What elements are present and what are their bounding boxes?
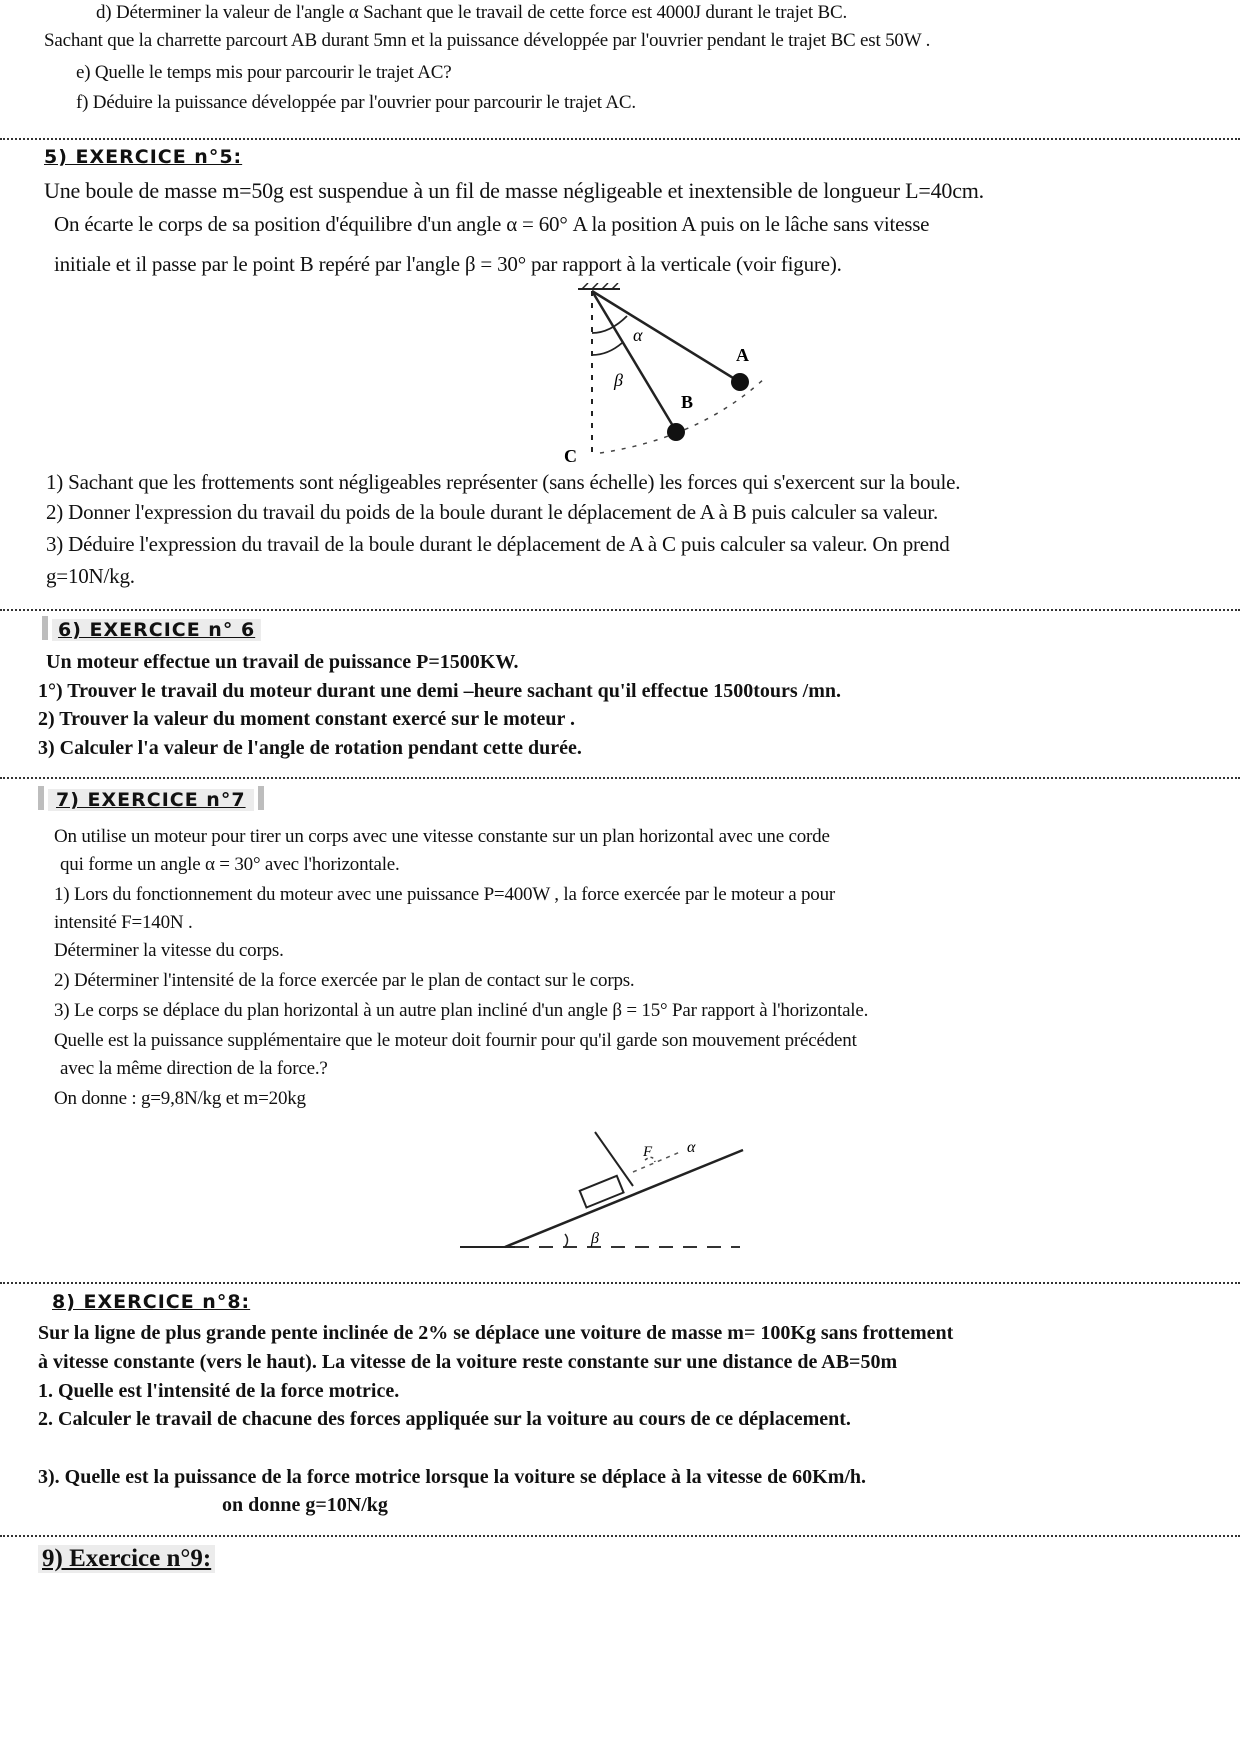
question-f: f) Déduire la puissance développée par l'ouvrier pour parcourir le trajet AC. (76, 92, 636, 113)
exercise-6-heading: 6) EXERCICE n° 6 (52, 619, 261, 641)
heading-marker (38, 786, 44, 810)
exercise-7-line-3: 1) Lors du fonctionnement du moteur avec une puissance P=400W , la force exercée par le moteur a pour (54, 884, 836, 905)
exercise-6-heading-wrap (42, 616, 261, 641)
exercise-7-heading-wrap (38, 786, 264, 811)
point-c-label: C (564, 446, 577, 466)
pendulum-figure (560, 283, 790, 468)
exercise-7-line-8: Quelle est la puissance supplémentaire que le moteur doit fournir pour qu'il garde son mouvement précédent (54, 1030, 857, 1051)
exercise-5-heading: 5) EXERCICE n°5: (44, 146, 243, 168)
exercise-6-line-3: 2) Trouver la valeur du moment constant exercé sur le moteur . (38, 708, 575, 730)
question-e: e) Quelle le temps mis pour parcourir le trajet AC? (76, 62, 452, 83)
exercise-7-line-1: On utilise un moteur pour tirer un corps avec une vitesse constante sur un plan horizontal avec une corde (54, 826, 830, 847)
exercise-5-q3: 3) Déduire l'expression du travail de la boule durant le déplacement de A à C puis calculer sa valeur. On prend (46, 532, 950, 556)
exercise-6-line-4: 3) Calculer l'a valeur de l'angle de rotation pendant cette durée. (38, 737, 582, 759)
separator (0, 609, 1240, 611)
exercise-5-q1: 1) Sachant que les frottements sont négligeables représenter (sans échelle) les forces qui s'exercent sur la boule. (46, 470, 961, 494)
exercise-9-heading: 9) Exercice n°9: (38, 1545, 215, 1573)
question-context: Sachant que la charrette parcourt AB durant 5mn et la puissance développée par l'ouvrier pendant le trajet BC est 50W . (44, 30, 931, 51)
exercise-7-line-2: qui forme un angle α = 30° avec l'horizontale. (60, 854, 400, 875)
beta-label: β (614, 370, 623, 390)
heading-marker (42, 616, 48, 640)
exercise-7-line-7: 3) Le corps se déplace du plan horizontal à un autre plan incliné d'un angle β = 15° Par rapport à l'horizontale. (54, 1000, 869, 1021)
separator (0, 777, 1240, 779)
beta-label: β (591, 1230, 599, 1247)
exercise-7-heading: 7) EXERCICE n°7 (48, 789, 254, 811)
incline-figure (455, 1110, 745, 1260)
exercise-8-line-2: à vitesse constante (vers le haut). La vitesse de la voiture reste constante sur une distance de AB=50m (38, 1351, 898, 1373)
exercise-6-line-1: Un moteur effectue un travail de puissance P=1500KW. (46, 651, 519, 673)
exercise-6-line-2: 1°) Trouver le travail du moteur durant une demi –heure sachant qu'il effectue 1500tours /mn. (38, 680, 841, 702)
separator (0, 1535, 1240, 1537)
alpha-label: α (633, 325, 643, 345)
point-a-label: A (736, 345, 749, 365)
exercise-8-line-3: 1. Quelle est l'intensité de la force motrice. (38, 1380, 400, 1402)
ball-b (667, 423, 685, 441)
exercise-5-intro-3: initiale et il passe par le point B repéré par l'angle β = 30° par rapport à la verticale (voir figure). (54, 252, 842, 276)
exercise-5-q2: 2) Donner l'expression du travail du poids de la boule durant le déplacement de A à B puis calculer sa valeur. (46, 500, 939, 524)
question-d: d) Déterminer la valeur de l'angle α Sachant que le travail de cette force est 4000J durant le trajet BC. (96, 2, 848, 23)
exercise-8-line-1: Sur la ligne de plus grande pente inclinée de 2% se déplace une voiture de masse m= 100Kg sans frottement (38, 1322, 954, 1344)
exercise-7-line-10: On donne : g=9,8N/kg et m=20kg (54, 1088, 306, 1109)
exercise-8-line-6: on donne g=10N/kg (222, 1494, 388, 1516)
exercise-5-intro-2: On écarte le corps de sa position d'équilibre d'un angle α = 60° A la position A puis on le lâche sans vitesse (54, 212, 930, 236)
exercise-8-line-5: 3). Quelle est la puissance de la force motrice lorsque la voiture se déplace à la vitesse de 60Km/h. (38, 1466, 867, 1488)
point-b-label: B (681, 392, 694, 412)
exercise-7-line-4: intensité F=140N . (54, 912, 193, 933)
heading-marker (258, 786, 264, 810)
exercise-8-heading: 8) EXERCICE n°8: (52, 1291, 251, 1313)
exercise-5-q3-continued: g=10N/kg. (46, 564, 135, 588)
exercise-5-intro-1: Une boule de masse m=50g est suspendue à un fil de masse négligeable et inextensible de longueur L=40cm. (44, 178, 984, 203)
exercise-7-line-9: avec la même direction de la force.? (60, 1058, 328, 1079)
exercise-8-line-4: 2. Calculer le travail de chacune des forces appliquée sur la voiture au cours de ce déplacement. (38, 1408, 851, 1430)
separator (0, 1282, 1240, 1284)
force-label: F (643, 1144, 653, 1160)
exercise-7-line-6: 2) Déterminer l'intensité de la force exercée par le plan de contact sur le corps. (54, 970, 635, 991)
alpha-label: α (687, 1139, 696, 1156)
exercise-7-line-5: Déterminer la vitesse du corps. (54, 940, 284, 961)
block (580, 1176, 624, 1208)
separator (0, 138, 1240, 140)
ball-a (731, 373, 749, 391)
